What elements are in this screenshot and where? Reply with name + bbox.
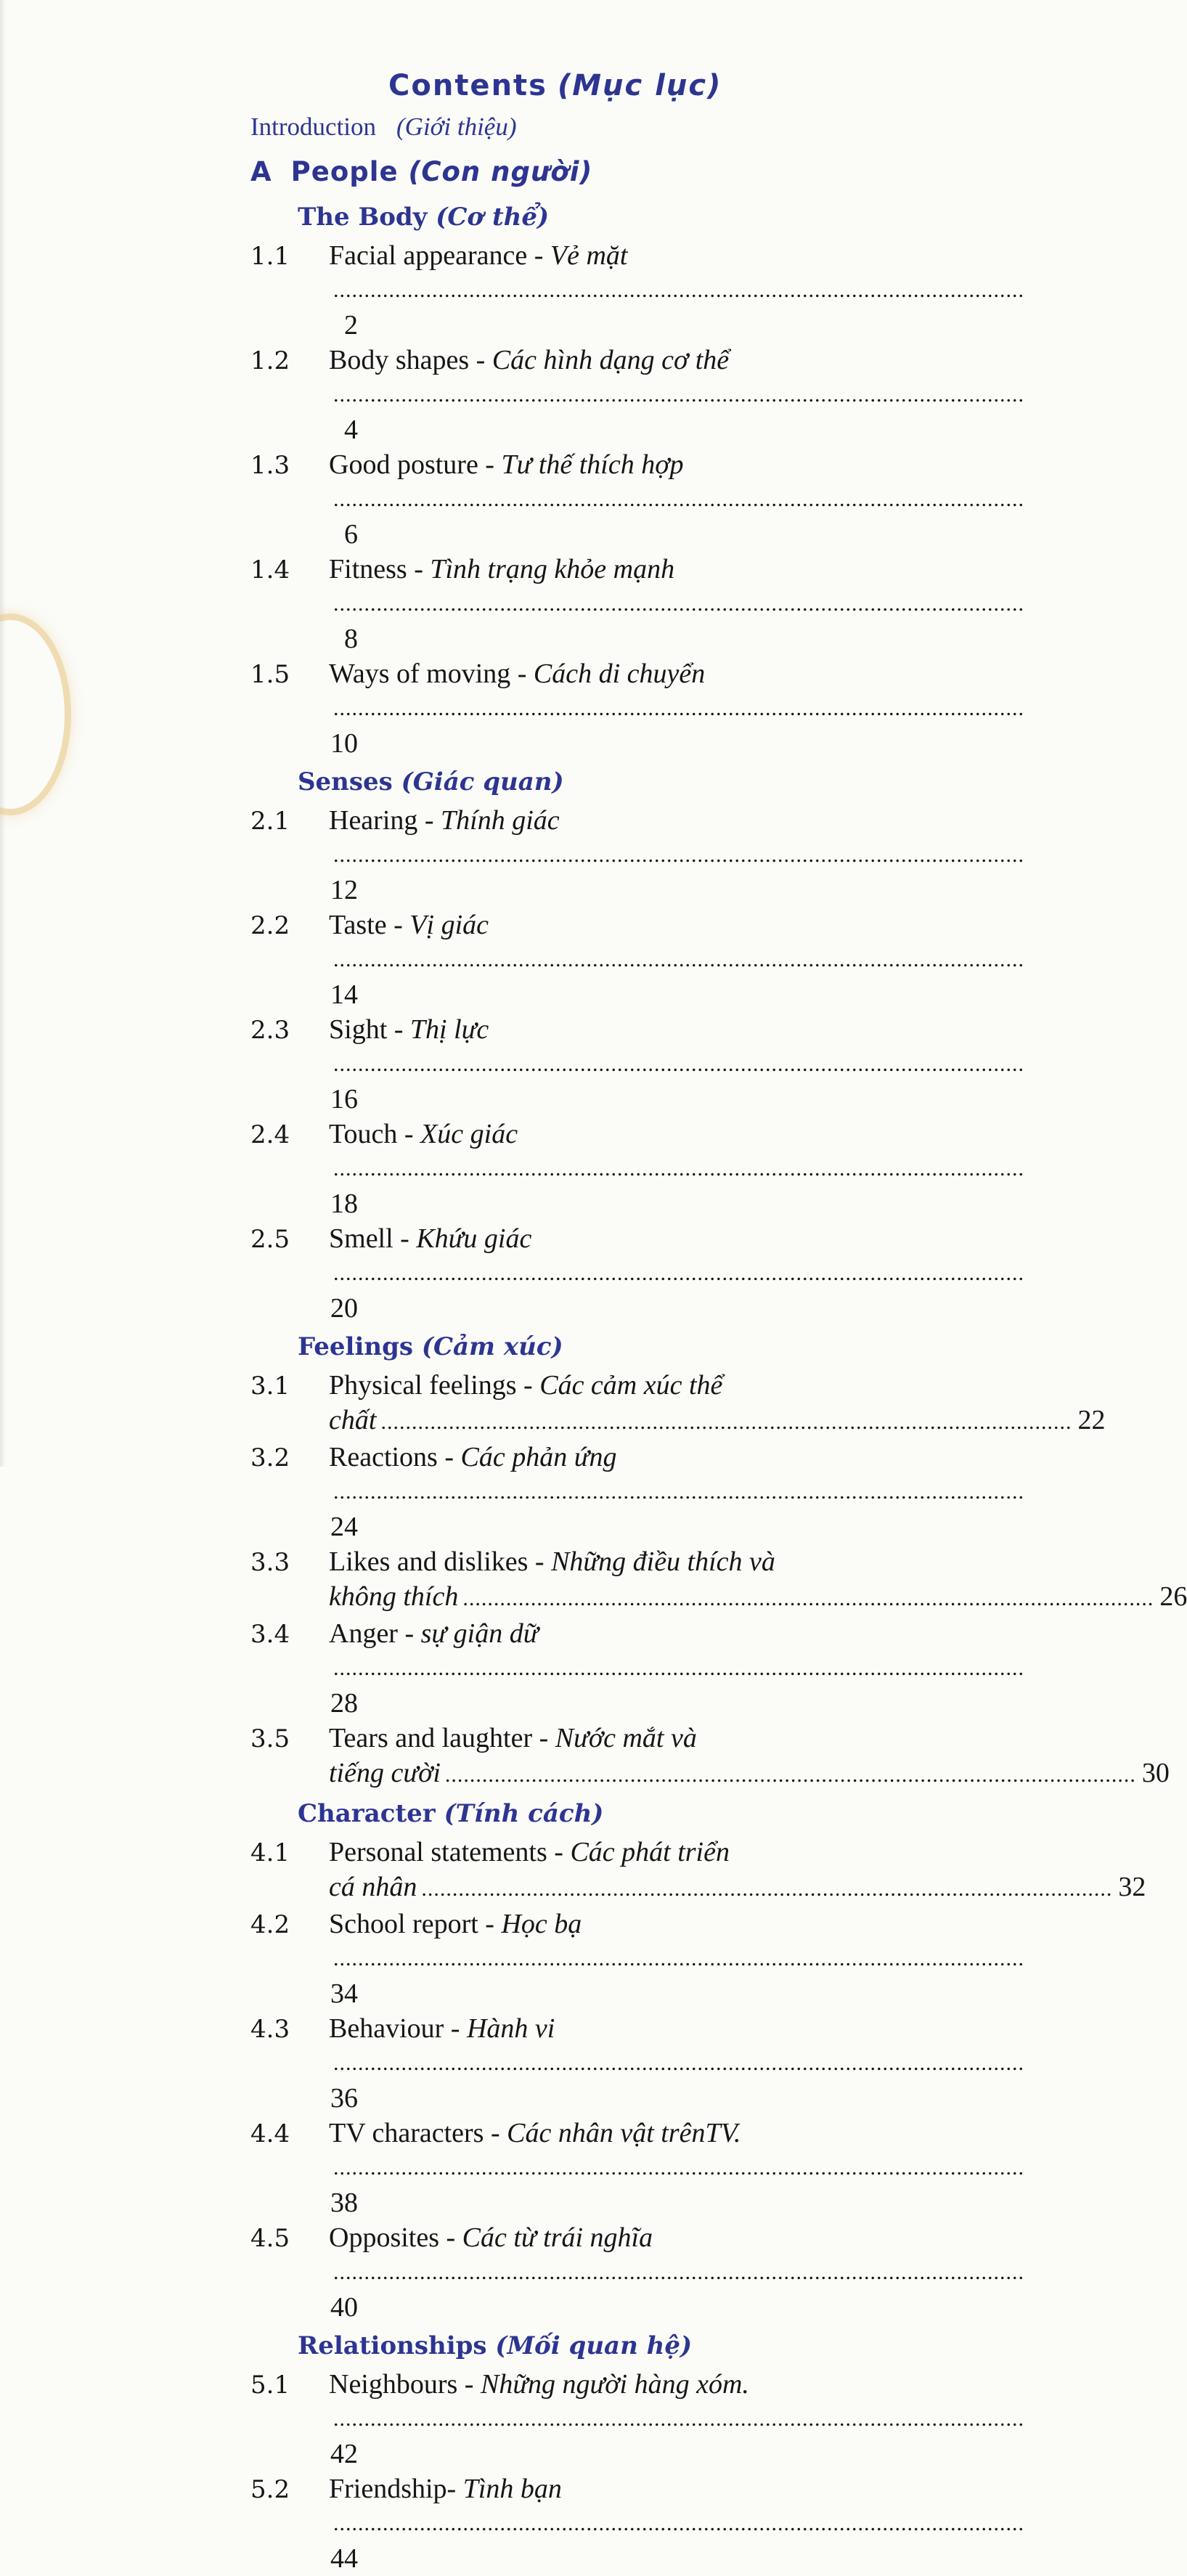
entry-number: 3.1: [250, 1371, 290, 1401]
toc-entry[interactable]: [250, 1368, 1106, 1440]
toc-entry[interactable]: [250, 1835, 1146, 1907]
section-english: Feelings: [298, 1332, 414, 1361]
entry-english: Friendship-: [329, 2474, 457, 2504]
entry-number: 2.5: [250, 1225, 290, 1254]
entry-vietnamese: Tình bạn: [462, 2474, 562, 2504]
section-vietnamese: (Cơ thể): [436, 203, 550, 232]
entry-number: 5.2: [250, 2475, 290, 2504]
entry-page-number: 30: [1141, 1758, 1170, 1788]
entry-vietnamese-continued: chất: [329, 1405, 377, 1435]
entry-english: Sight -: [329, 1014, 404, 1045]
dot-leader: [333, 1047, 1024, 1082]
section-heading: [298, 761, 875, 803]
entry-number: 1.3: [250, 451, 290, 480]
entry-page-number: 6: [344, 519, 358, 550]
entry-page-number: 22: [1077, 1405, 1106, 1435]
entry-vietnamese-continued: tiếng cười: [329, 1758, 441, 1788]
entry-number: 3.4: [250, 1620, 290, 1649]
dot-leader: [333, 2046, 1024, 2081]
entry-vietnamese: Xúc giác: [420, 1119, 518, 1149]
section-english: Relationships: [298, 2331, 487, 2360]
entry-number: 2.4: [250, 1120, 290, 1149]
entry-page-number: 38: [330, 2188, 358, 2218]
toc-entry[interactable]: [250, 1616, 868, 1721]
introduction-entry[interactable]: [250, 106, 875, 148]
entry-page-number: 4: [344, 415, 358, 445]
entry-number: 1.1: [250, 242, 290, 271]
toc-entry[interactable]: [250, 1721, 1170, 1793]
part-heading: [250, 148, 875, 196]
toc-entry[interactable]: [250, 2220, 868, 2325]
entry-vietnamese: Các từ trái nghĩa: [462, 2222, 653, 2253]
entry-english: Good posture -: [329, 449, 494, 480]
page-title: [388, 65, 875, 106]
entry-vietnamese: Thị lực: [409, 1014, 489, 1045]
toc-entry[interactable]: [250, 1012, 868, 1117]
entry-english: Taste -: [329, 910, 403, 940]
dot-leader: [333, 1256, 1024, 1291]
toc-entry[interactable]: [250, 2471, 868, 2576]
section-heading: [298, 1793, 875, 1835]
entry-number: 3.3: [250, 1548, 290, 1577]
entry-vietnamese: Các cảm xúc thể: [539, 1370, 723, 1401]
section-english: Senses: [298, 767, 393, 796]
entry-english: Reactions -: [329, 1442, 454, 1472]
section-heading: [298, 196, 875, 238]
section-english: The Body: [298, 203, 428, 232]
entry-vietnamese: Khứu giác: [416, 1223, 532, 1254]
dot-leader: [380, 1405, 1072, 1440]
dot-leader: [462, 1581, 1154, 1616]
entry-page-number: 28: [330, 1688, 358, 1719]
entry-number: 3.2: [250, 1443, 290, 1472]
sections-list: [250, 196, 1187, 2576]
part-letter: A: [250, 156, 272, 187]
entry-english: Ways of moving -: [329, 659, 527, 689]
introduction-vietnamese: (Giới thiệu): [396, 113, 517, 141]
entry-page-number: 16: [330, 1084, 358, 1114]
entry-page-number: 26: [1159, 1581, 1187, 1612]
dot-leader: [333, 1475, 1024, 1509]
entry-number: 5.1: [250, 2371, 290, 2400]
section-vietnamese: (Giác quan): [401, 767, 564, 796]
section-heading: [298, 2325, 875, 2367]
dot-leader: [333, 1651, 1024, 1686]
entry-vietnamese: Các phát triển: [570, 1837, 730, 1867]
entry-page-number: 14: [330, 979, 358, 1010]
entry-vietnamese: Các hình dạng cơ thể: [491, 345, 730, 375]
entry-vietnamese-continued: không thích: [329, 1581, 459, 1612]
entry-english: Opposites -: [329, 2222, 456, 2253]
entry-number: 3.5: [250, 1724, 290, 1753]
entry-page-number: 40: [330, 2292, 358, 2323]
entry-english: Physical feelings -: [329, 1370, 533, 1401]
entry-page-number: 10: [330, 728, 358, 759]
dot-leader: [333, 691, 1024, 726]
section-vietnamese: (Cảm xúc): [421, 1332, 563, 1361]
entry-number: 4.3: [250, 2015, 290, 2044]
entry-number: 2.2: [250, 911, 290, 940]
entry-number: 4.5: [250, 2224, 290, 2253]
entry-vietnamese: Vẻ mặt: [550, 240, 628, 271]
entry-number: 1.4: [250, 555, 290, 584]
toc-entry[interactable]: [250, 656, 868, 761]
entry-page-number: 8: [344, 624, 358, 654]
entry-number: 1.5: [250, 660, 290, 689]
entry-english: Facial appearance -: [329, 240, 544, 271]
toc-entry[interactable]: [250, 1440, 868, 1544]
toc-entry[interactable]: [250, 908, 868, 1012]
toc-entry[interactable]: [250, 803, 868, 908]
table-of-contents: [250, 65, 1187, 2576]
section-vietnamese: (Tính cách): [444, 1799, 604, 1828]
entry-english: Personal statements -: [329, 1837, 563, 1867]
entry-vietnamese: Các nhân vật trênTV.: [507, 2118, 741, 2148]
toc-entry[interactable]: [250, 2116, 868, 2220]
entry-english: Touch -: [329, 1119, 414, 1149]
entry-page-number: 18: [330, 1189, 358, 1219]
dot-leader: [333, 378, 1024, 412]
section-heading: [298, 1326, 875, 1368]
entry-number: 4.1: [250, 1838, 290, 1867]
dot-leader: [333, 942, 1024, 977]
toc-entry[interactable]: [250, 238, 868, 343]
entry-vietnamese: Những người hàng xóm.: [480, 2369, 749, 2400]
title-english: Contents: [388, 69, 547, 102]
toc-entry[interactable]: [250, 1544, 1187, 1616]
entry-page-number: 34: [330, 1978, 358, 2009]
entry-page-number: 44: [330, 2543, 358, 2574]
section-english: Character: [298, 1799, 436, 1828]
section-vietnamese: (Mối quan hệ): [495, 2331, 693, 2360]
entry-english: Behaviour -: [329, 2013, 460, 2044]
toc-entry[interactable]: [250, 1221, 868, 1326]
part-english: People: [290, 156, 399, 187]
dot-leader: [333, 1152, 1024, 1186]
dot-leader: [421, 1872, 1112, 1907]
entry-vietnamese: Thính giác: [441, 805, 560, 836]
entry-english: Fitness -: [329, 554, 423, 584]
entry-english: Neighbours -: [329, 2369, 474, 2400]
dot-leader: [333, 1941, 1024, 1976]
entry-english: School report -: [329, 1909, 494, 1939]
dot-leader: [333, 2255, 1024, 2290]
entry-vietnamese: Nước mắt và: [555, 1723, 697, 1753]
entry-vietnamese-continued: cá nhân: [329, 1872, 417, 1902]
entry-english: Smell -: [329, 1223, 409, 1254]
entry-vietnamese: sự giận dữ: [420, 1618, 539, 1649]
toc-entry[interactable]: [250, 343, 868, 447]
entry-vietnamese: Các phản ứng: [460, 1442, 617, 1472]
entry-number: 4.4: [250, 2119, 290, 2148]
toc-entry[interactable]: [250, 2367, 868, 2471]
entry-number: 2.3: [250, 1016, 290, 1045]
entry-english: Tears and laughter -: [329, 1723, 549, 1753]
toc-entry[interactable]: [250, 552, 868, 656]
dot-leader: [333, 838, 1024, 873]
entry-number: 4.2: [250, 1910, 290, 1939]
title-vietnamese: (Mục lục): [557, 69, 722, 102]
entry-english: Hearing -: [329, 805, 434, 836]
entry-number: 2.1: [250, 807, 290, 836]
entry-english: Anger -: [329, 1618, 415, 1649]
entry-page-number: 32: [1118, 1872, 1146, 1902]
entry-page-number: 12: [330, 875, 358, 905]
part-vietnamese: (Con người): [408, 156, 593, 187]
entry-page-number: 2: [344, 310, 358, 341]
dot-leader: [333, 2402, 1024, 2437]
dot-leader: [333, 587, 1024, 621]
introduction-english: Introduction: [250, 113, 377, 141]
entry-page-number: 36: [330, 2083, 358, 2114]
entry-vietnamese: Những điều thích và: [551, 1546, 775, 1577]
entry-vietnamese: Vị giác: [409, 910, 489, 940]
dot-leader: [333, 2506, 1024, 2541]
toc-entry[interactable]: [250, 1117, 868, 1221]
toc-entry[interactable]: [250, 2011, 868, 2116]
dot-leader: [333, 273, 1024, 308]
entry-vietnamese: Học bạ: [501, 1909, 582, 1939]
toc-entry[interactable]: [250, 447, 868, 552]
coffee-ring-stain: [0, 614, 71, 815]
entry-number: 1.2: [250, 346, 290, 375]
entry-vietnamese: Tình trạng khỏe mạnh: [430, 554, 675, 584]
entry-page-number: 42: [330, 2439, 358, 2469]
entry-english: Body shapes -: [329, 345, 486, 375]
entry-english: TV characters -: [329, 2118, 500, 2148]
entry-vietnamese: Cách di chuyển: [533, 659, 706, 689]
dot-leader: [333, 482, 1024, 517]
entry-page-number: 24: [330, 1512, 358, 1542]
entry-english: Likes and dislikes -: [329, 1546, 544, 1577]
dot-leader: [333, 2151, 1024, 2185]
entry-vietnamese: Tư thế thích hợp: [501, 449, 684, 480]
toc-entry[interactable]: [250, 1907, 868, 2011]
entry-vietnamese: Hành vi: [466, 2013, 555, 2044]
dot-leader: [445, 1758, 1136, 1793]
entry-page-number: 20: [330, 1293, 358, 1324]
